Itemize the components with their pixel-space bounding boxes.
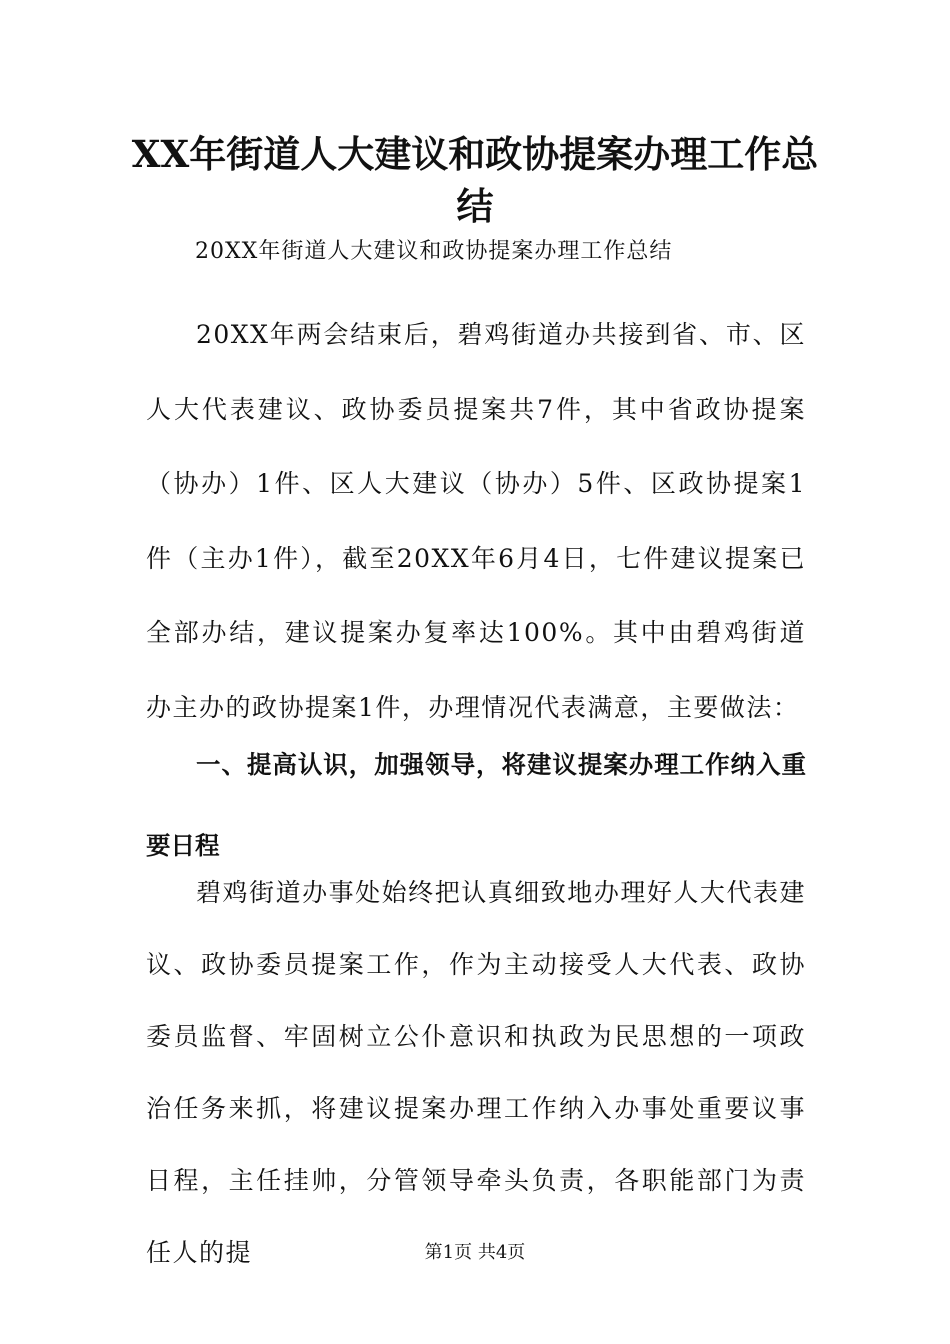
document-title: XX年街道人大建议和政协提案办理工作总结 <box>131 132 819 228</box>
body-paragraph-2: 碧鸡街道办事处始终把认真细致地办理好人大代表建议、政协委员提案工作，作为主动接受人大代表、政协委员监督、牢固树立公仆意识和执政为民思想的一项政治任务来抓，将建议提案办理工作纳入办事处重要议事日程，主任挂帅，分管领导牵头负责，各职能部门为责任人的提 <box>146 878 806 1267</box>
section-heading-1: 一、提高认识，加强领导，将建议提案办理工作纳入重要日程 <box>146 750 806 860</box>
body-paragraph-1: 20XX年两会结束后，碧鸡街道办共接到省、市、区人大代表建议、政协委员提案共7件，其中省政协提案（协办）1件、区人大建议（协办）5件、区政协提案1件（主办1件），截至20XX年6月4日，七件建议提案已全部办结，建议提案办复率达100%。其中由碧鸡街道办主办的政协提案1件，办理情况代表满意，主要做法： <box>146 320 806 722</box>
page-footer: 第1页 共4页 <box>424 1242 526 1263</box>
document-subtitle: 20XX年街道人大建议和政协提案办理工作总结 <box>195 239 673 264</box>
